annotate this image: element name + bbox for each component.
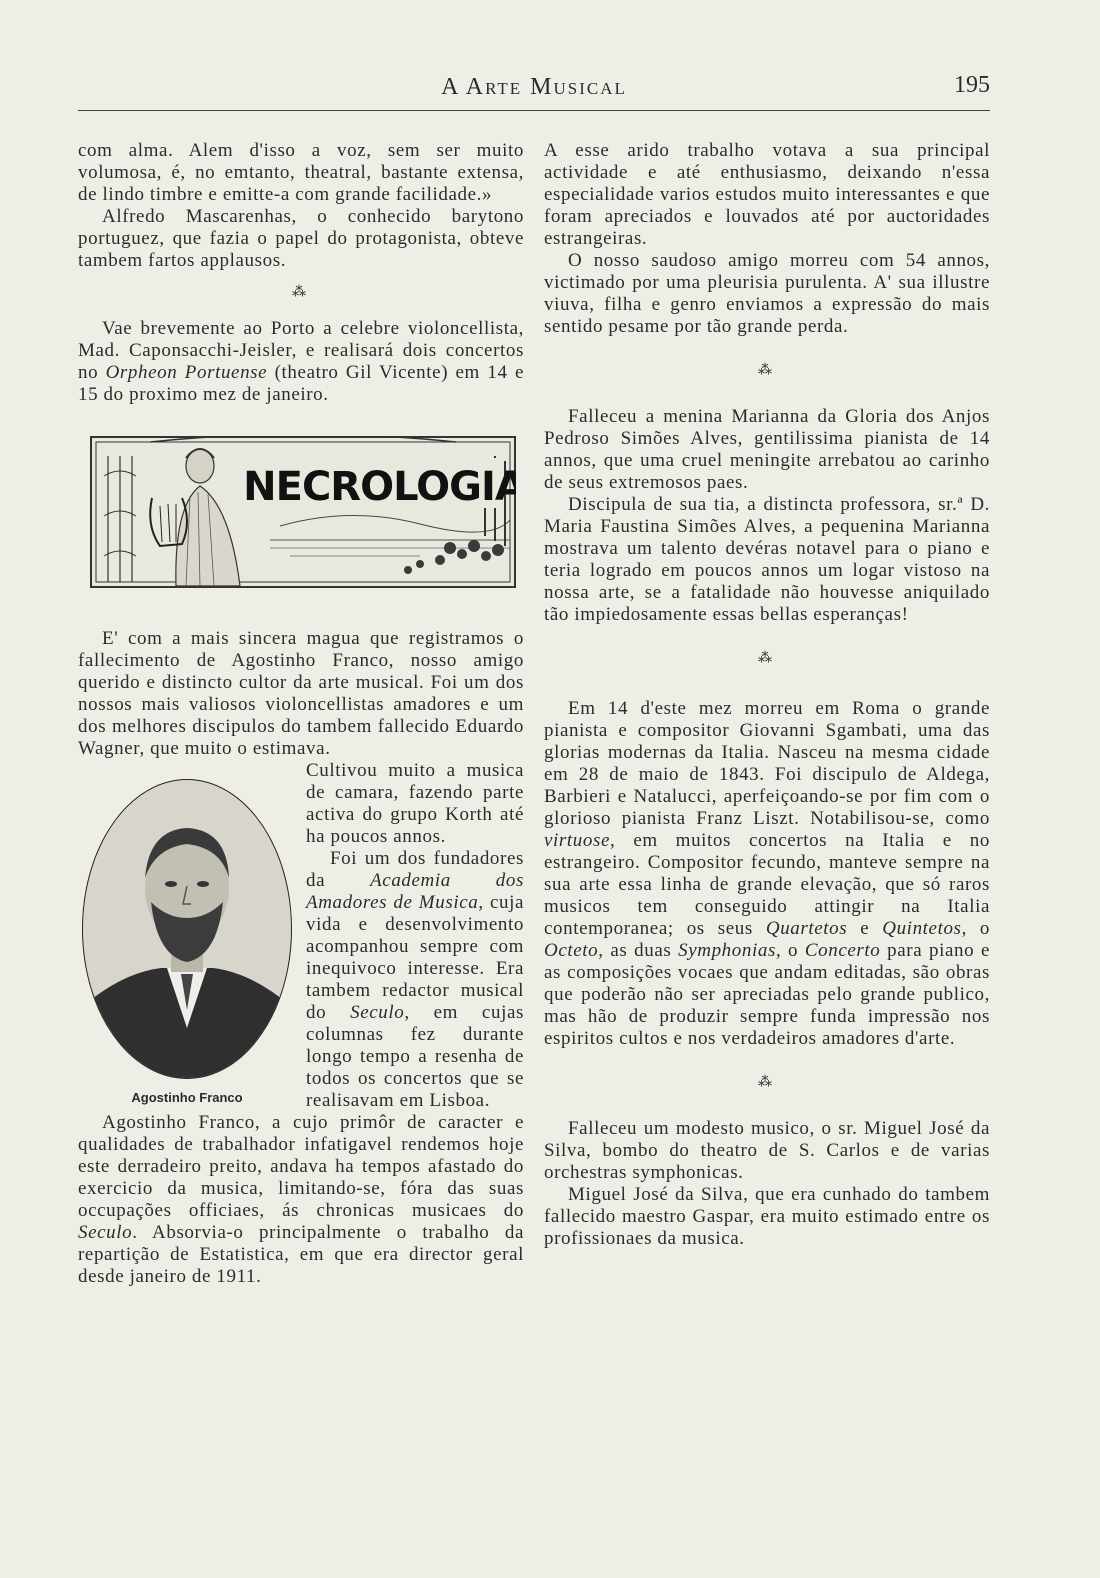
paragraph: Falleceu um modesto musico, o sr. Miguel José da Silva, bombo do theatro de S. Carlos e de varias orchestras symphonicas. [544, 1118, 990, 1183]
necrologia-banner-illustration [90, 436, 516, 588]
header-rule [78, 110, 990, 111]
left-column [78, 140, 524, 1288]
asterism-divider: ⁂ [758, 650, 776, 666]
paragraph: Discipula de sua tia, a distincta professora, sr.ª D. Maria Faustina Simões Alves, a pequenina Marianna mostrava um talento devéras notavel para o piano e teria logrado em poucos annos um logar vistoso na nossa arte, se a fatalidade não houvesse aniquilado tão impiedosamente essas bellas esperanças! [544, 494, 990, 625]
paragraph: E' com a mais sincera magua que registramos o fallecimento de Agostinho Franco, nosso amigo querido e distincto cultor da arte musical. Foi um dos nossos mais valiosos violoncellistas amadores e um dos melhores discipulos do tambem fallecido Eduardo Wagner, que muito o estimava. [78, 628, 524, 759]
right-column [544, 140, 990, 1250]
paragraph: Agostinho Franco, a cujo primôr de caracter e qualidades de trabalhador infatigavel rendemos hoje este derradeiro preito, andava ha tempos afastado do exercicio da musica, limitando-se, fóra das suas occupações officiaes, ás chronicas musicaes do Seculo. Absorvia-o principalmente o trabalho da repartição de Estatistica, em que era director geral desde janeiro de 1911. [78, 1112, 524, 1287]
paragraph: com alma. Alem d'isso a voz, sem ser muito volumosa, é, no emtanto, theatral, bastante extensa, de lindo timbre e emitte-a com grande facilidade.» [78, 140, 524, 205]
asterism-divider: ⁂ [292, 284, 310, 300]
obituary-wrap [78, 760, 524, 1288]
portrait-caption: Agostinho Franco [131, 1090, 243, 1105]
paragraph: O nosso saudoso amigo morreu com 54 annos, victimado por uma pleurisia purulenta. A' sua illustre viuva, filha e genro enviamos a expressão do mais sentido pesame por tão grande perda. [544, 250, 990, 337]
paragraph: Falleceu a menina Marianna da Gloria dos Anjos Pedroso Simões Alves, gentilissima pianista de 14 annos, que uma cruel meningite arrebatou ao carinho de seus extremosos paes. [544, 406, 990, 493]
asterism-divider: ⁂ [758, 1074, 776, 1090]
asterism-divider: ⁂ [758, 362, 776, 378]
paragraph: A esse arido trabalho votava a sua principal actividade e até enthusiasmo, deixando n'essa especialidade varios estudos muito interessantes e que foram apreciados e louvados até por auctoridades estrangeiras. [544, 140, 990, 249]
page-number: 195 [954, 72, 990, 98]
running-header [78, 70, 990, 106]
paragraph: Cultivou muito a musica de camara, fazendo parte activa do grupo Korth até ha poucos annos. [306, 760, 524, 847]
necrologia-banner [90, 436, 516, 588]
banner-title: NECROLOGIA [243, 464, 516, 510]
portrait-photo [81, 778, 293, 1080]
paragraph: Em 14 d'este mez morreu em Roma o grande pianista e compositor Giovanni Sgambati, uma das glorias modernas da Italia. Nasceu na mesma cidade em 28 de maio de 1843. Foi discipulo de Aldega, Barbieri e Natalucci, aperfeiçoando-se por fim com o glorioso pianista Franz Liszt. Notabilisou-se, como virtuose, em muitos concertos na Italia e no estrangeiro. Compositor fecundo, manteve sempre na sua arte essa linha de grande elevação, que só raros musicos tem conseguido attingir na Italia contemporanea; os seus Quartetos e Quintetos, o Octeto, as duas Symphonias, o Concerto para piano e as composições vocaes que andam editadas, são obras que poderão não ser apreciadas pelo grande publico, mas hão de produzir sempre funda impressão nos espiritos cultos e nos verdadeiros amadores d'arte. [544, 698, 990, 1049]
paragraph: Miguel José da Silva, que era cunhado do tambem fallecido maestro Gaspar, era muito estimado entre os profissionaes da musica. [544, 1184, 990, 1249]
portrait-figure [78, 760, 296, 1105]
paragraph: Vae brevemente ao Porto a celebre violoncellista, Mad. Caponsacchi-Jeisler, e realisará dois concertos no Orpheon Portuense (theatro Gil Vicente) em 14 e 15 do proximo mez de janeiro. [78, 318, 524, 405]
paragraph: Foi um dos fundadores da Academia dos Amadores de Musica, cuja vida e desenvolvimento acompanhou sempre com inequivoco interesse. Era tambem redactor musical do Seculo, em cujas columnas fez durante longo tempo a resenha de todos os concertos que se realisavam em Lisboa. [306, 848, 525, 1111]
page-title: A Arte Musical [441, 74, 627, 100]
paragraph: Alfredo Mascarenhas, o conhecido barytono portuguez, que fazia o papel do protagonista, obteve tambem fartos applausos. [78, 206, 524, 271]
